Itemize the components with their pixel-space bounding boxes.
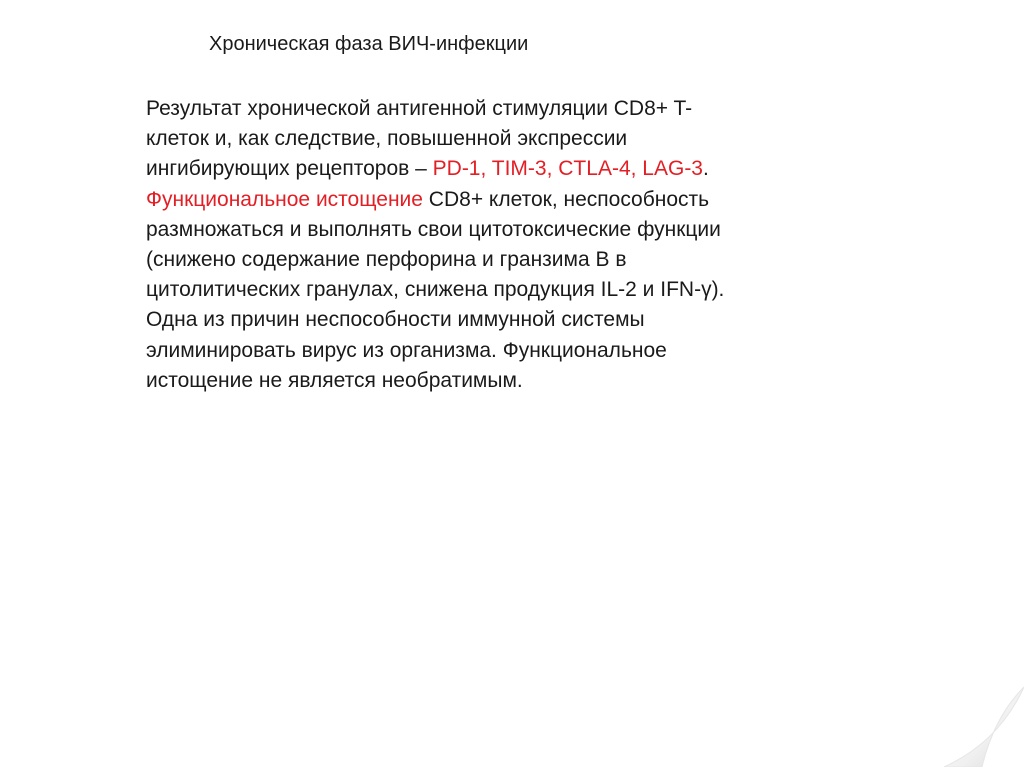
functional-exhaustion-highlight: Функциональное истощение (146, 187, 423, 211)
page-curl-decoration (904, 647, 1024, 767)
line-3-prefix: ингибирующих рецепторов – (146, 157, 433, 181)
paragraph-line-5: размножаться и выполнять свои цитотоксические функции (146, 217, 721, 241)
inhibitory-receptors-highlight: PD-1, TIM-3, CTLA-4, LAG-3 (432, 157, 703, 181)
paragraph-line-6: (снижено содержание перфорина и гранзима B в (146, 248, 627, 272)
paragraph-line-2: клеток и, как следствие, повышенной экспрессии (146, 127, 628, 151)
paragraph-line-7: цитолитических гранулах, снижена продукция IL-2 и IFN-γ). (146, 278, 725, 302)
line-4-rest: CD8+ клеток, неспособность (422, 187, 710, 211)
paragraph-line-4 (146, 185, 846, 215)
slide-paragraph (146, 94, 846, 396)
paragraph-line-8: Одна из причин неспособности иммунной системы (146, 308, 645, 332)
paragraph-line-9: элиминировать вирус из организма. Функциональное (146, 338, 667, 362)
line-3-suffix: . (703, 157, 709, 181)
paragraph-line-10: истощение не является необратимым. (146, 368, 523, 392)
slide-title: Хроническая фаза ВИЧ-инфекции (209, 33, 529, 55)
paragraph-line-1: Результат хронической антигенной стимуляции CD8+ T- (146, 97, 693, 120)
paragraph-line-3 (146, 154, 846, 184)
